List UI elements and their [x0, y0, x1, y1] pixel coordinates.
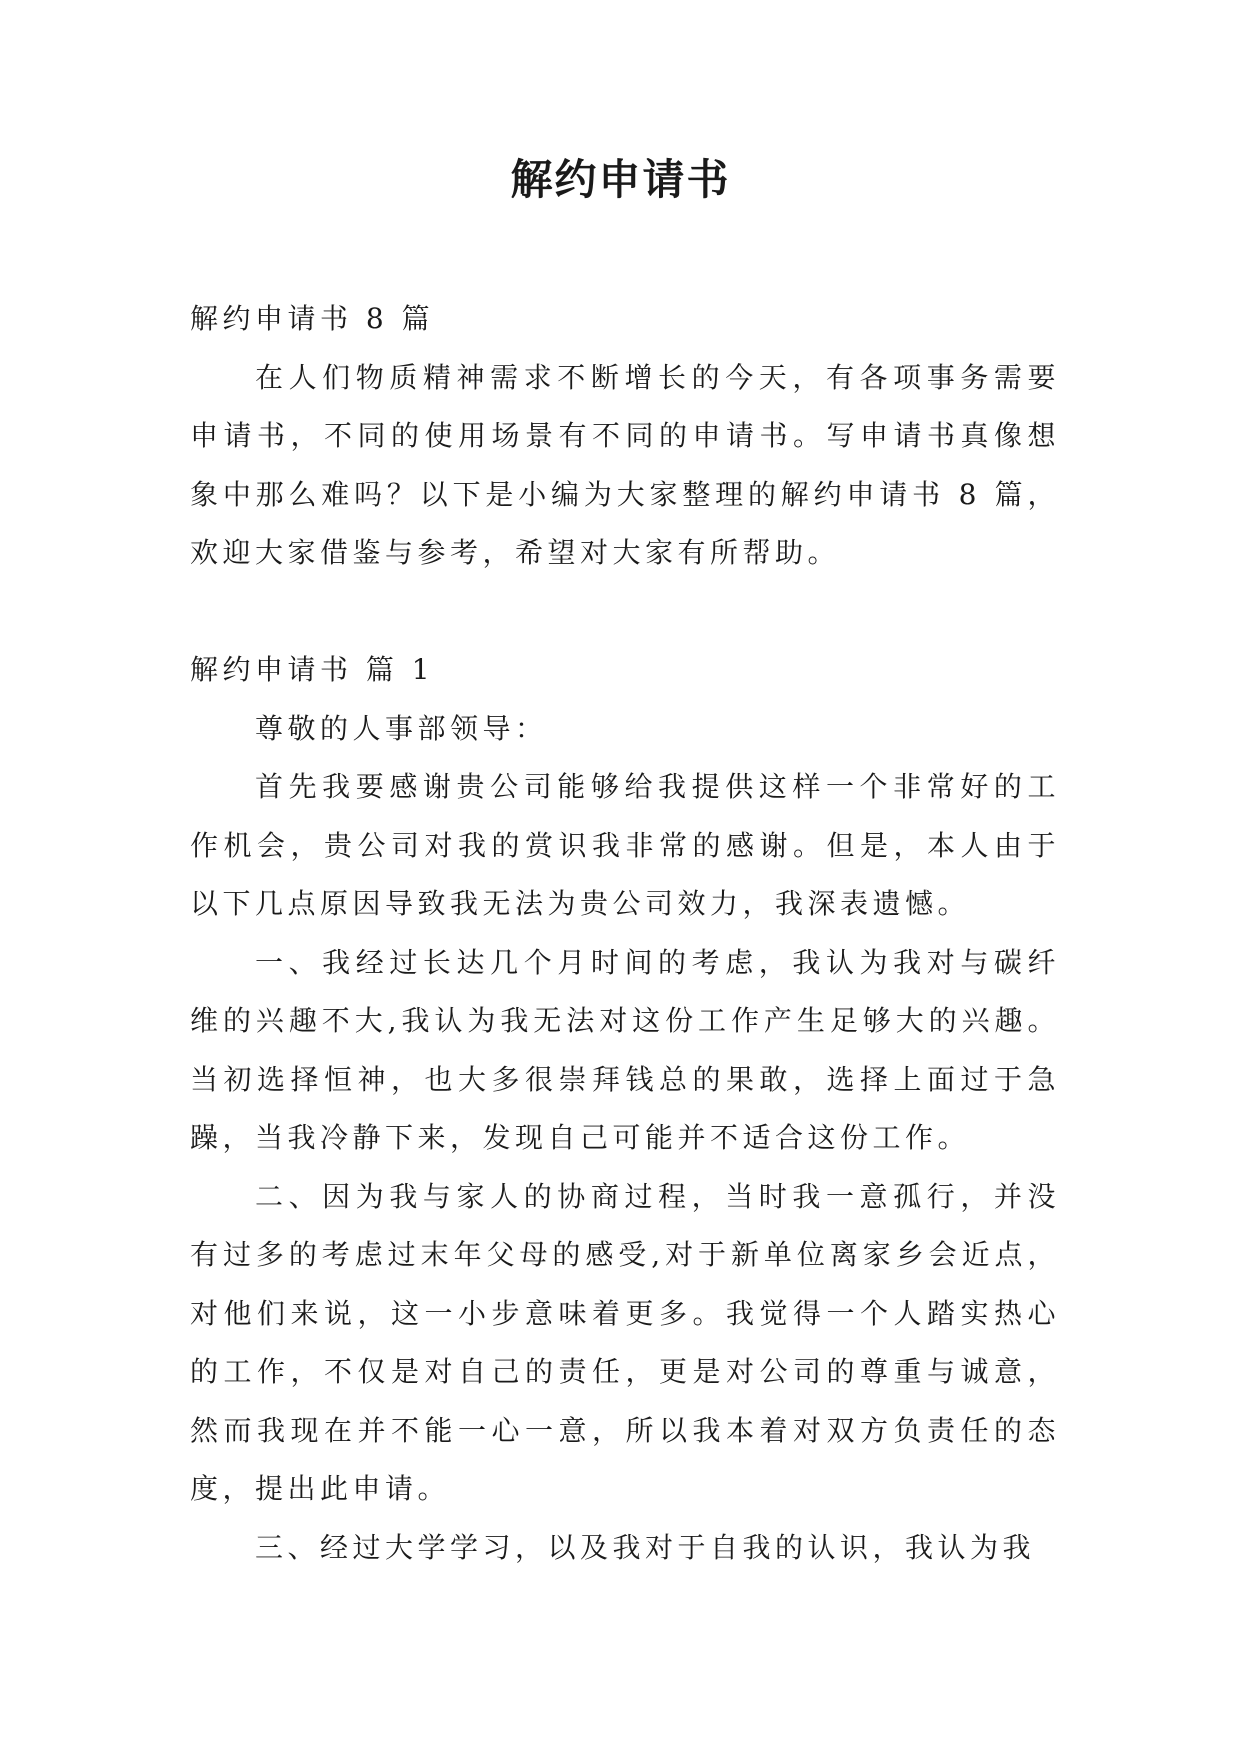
document-subtitle: 解约申请书 8 篇 [190, 302, 435, 335]
document-body [190, 290, 1060, 1577]
salutation: 尊敬的人事部领导： [255, 711, 548, 745]
body-paragraph: 二、因为我与家人的协商过程，当时我一意孤行，并没有过多的考虑过末年父母的感受,对于新单位离家乡会近点，对他们来说，这一小步意味着更多。我觉得一个人踏实热心的工作，不仅是对自己的责任，更是对公司的尊重与诚意，然而我现在并不能一心一意，所以我本着对双方负责任的态度，提出此申请。 [190, 1179, 1060, 1505]
intro-paragraph: 在人们物质精神需求不断增长的今天，有各项事务需要申请书，不同的使用场景有不同的申请书。写申请书真像想象中那么难吗？以下是小编为大家整理的解约申请书 8 篇，欢迎大家借鉴与参考，希望对大家有所帮助。 [190, 360, 1060, 569]
section-heading: 解约申请书 篇 1 [190, 653, 435, 686]
body-paragraph: 一、我经过长达几个月时间的考虑，我认为我对与碳纤维的兴趣不大,我认为我无法对这份工作产生足够大的兴趣。当初选择恒神，也大多很崇拜钱总的果敢，选择上面过于急躁，当我冷静下来，发现自己可能并不适合这份工作。 [190, 945, 1060, 1154]
body-paragraph: 三、经过大学学习，以及我对于自我的认识，我认为我 [255, 1530, 1036, 1564]
document-title: 解约申请书 [510, 155, 731, 204]
body-paragraph: 首先我要感谢贵公司能够给我提供这样一个非常好的工作机会，贵公司对我的赏识我非常的感谢。但是，本人由于以下几点原因导致我无法为贵公司效力，我深表遗憾。 [190, 770, 1060, 920]
section-spacer [190, 583, 1060, 642]
